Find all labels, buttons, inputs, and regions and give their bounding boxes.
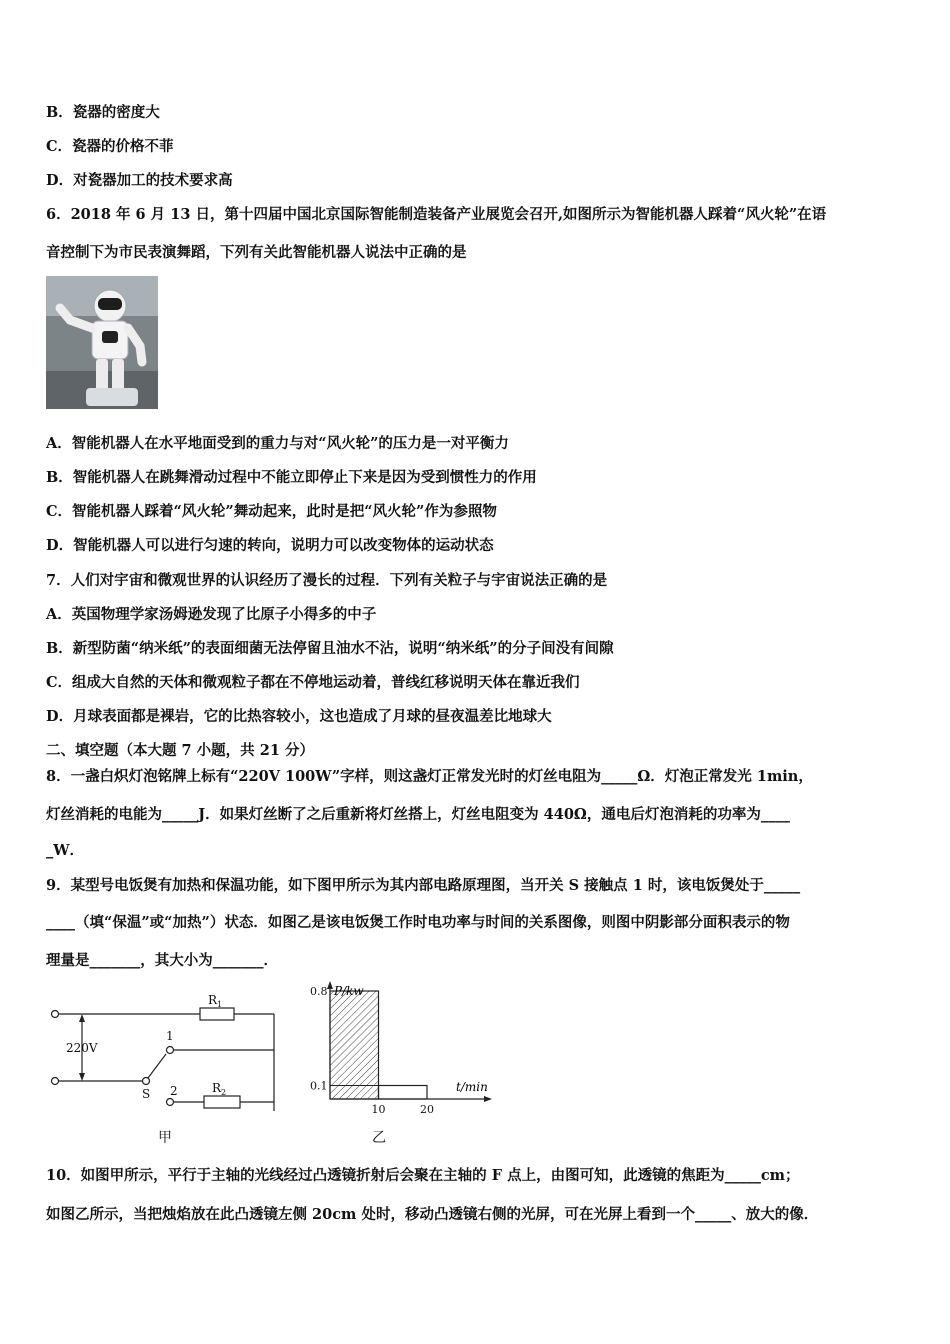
chart-caption: 乙	[372, 1130, 386, 1146]
question-10-line1: 10．如图甲所示，平行于主轴的光线经过凸透镜折射后会聚在主轴的 F 点上，由图可知，此透镜的焦距为_____cm；	[46, 1167, 800, 1184]
y-tick-1: 0.8	[310, 985, 328, 998]
power-segment-2	[379, 1086, 428, 1100]
option-6d: D．智能机器人可以进行匀速的转向，说明力可以改变物体的运动状态	[46, 537, 494, 554]
x-tick-2: 20	[420, 1103, 434, 1115]
option-6a: A．智能机器人在水平地面受到的重力与对“风火轮”的压力是一对平衡力	[46, 435, 509, 452]
power-segment-1	[330, 991, 379, 1099]
option-7d: D．月球表面都是裸岩，它的比热容较小，这也造成了月球的昼夜温差比地球大	[46, 708, 552, 725]
r2-label: $R_2$	[212, 1081, 227, 1097]
option-7b: B．新型防菌“纳米纸”的表面细菌无法停留且油水不沾，说明“纳米纸”的分子间没有间隙	[46, 640, 614, 657]
x-axis-label: t/min	[456, 1080, 488, 1094]
option-5d: D．对瓷器加工的技术要求高	[46, 172, 233, 189]
option-6b: B．智能机器人在跳舞滑动过程中不能立即停止下来是因为受到惯性力的作用	[46, 469, 537, 486]
switch-label: S	[142, 1087, 151, 1101]
option-7a: A．英国物理学家汤姆逊发现了比原子小得多的中子	[46, 606, 377, 623]
question-9-line2: ____（填“保温”或“加热”）状态．如图乙是该电饭煲工作时电功率与时间的关系图像，则图中阴影部分面积表示的物	[46, 914, 790, 931]
option-7c: C．组成大自然的天体和微观粒子都在不停地运动着，普线红移说明天体在靠近我们	[46, 674, 580, 691]
question-9-line3: 理量是_______，其大小为_______．	[46, 952, 278, 969]
question-9-line1: 9．某型号电饭煲有加热和保温功能，如下图甲所示为其内部电路原理图，当开关 S 接触点 1 时，该电饭煲处于_____	[46, 877, 801, 894]
question-8-line1: 8．一盏白炽灯泡铭牌上标有“220V 100W”字样，则这盏灯正常发光时的灯丝电阻为_____Ω．灯泡正常发光 1min，	[46, 768, 813, 785]
y-tick-2: 0.1	[310, 1079, 328, 1093]
circuit-caption: 甲	[158, 1130, 172, 1146]
section-heading: 二、填空题（本大题 7 小题，共 21 分）	[46, 742, 314, 759]
robot-photo	[46, 276, 158, 409]
contact-1-label: 1	[166, 1029, 174, 1043]
contact-2-label: 2	[170, 1084, 178, 1098]
voltage-label: 220V	[66, 1041, 98, 1055]
option-6c: C．智能机器人踩着“风火轮”舞动起来，此时是把“风火轮”作为参照物	[46, 503, 497, 520]
option-5c: C．瓷器的价格不菲	[46, 138, 174, 155]
question-8-line3: _W．	[46, 842, 85, 859]
question-6-text-line2: 音控制下为市民表演舞蹈，下列有关此智能机器人说法中正确的是	[46, 244, 467, 261]
r1-label: $R_1$	[208, 993, 223, 1009]
option-5b: B．瓷器的密度大	[46, 104, 160, 121]
question-6-text-line1: 6．2018 年 6 月 13 日，第十四届中国北京国际智能制造装备产业展览会召开,如图所示为智能机器人踩着“风火轮”在语	[46, 206, 827, 223]
question-7-text: 7．人们对宇宙和微观世界的认识经历了漫长的过程．下列有关粒子与宇宙说法正确的是	[46, 572, 608, 589]
circuit-diagram	[40, 990, 290, 1115]
x-tick-1: 10	[371, 1103, 386, 1115]
question-8-line2: 灯丝消耗的电能为_____J．如果灯丝断了之后重新将灯丝搭上，灯丝电阻变为 440Ω，通电后灯泡消耗的功率为____	[46, 806, 790, 823]
power-time-chart	[300, 975, 500, 1115]
question-10-line2: 如图乙所示，当把烛焰放在此凸透镜左侧 20cm 处时，移动凸透镜右侧的光屏，可在光屏上看到一个_____、放大的像．	[46, 1206, 819, 1223]
y-axis-label: P/kw	[334, 984, 364, 998]
